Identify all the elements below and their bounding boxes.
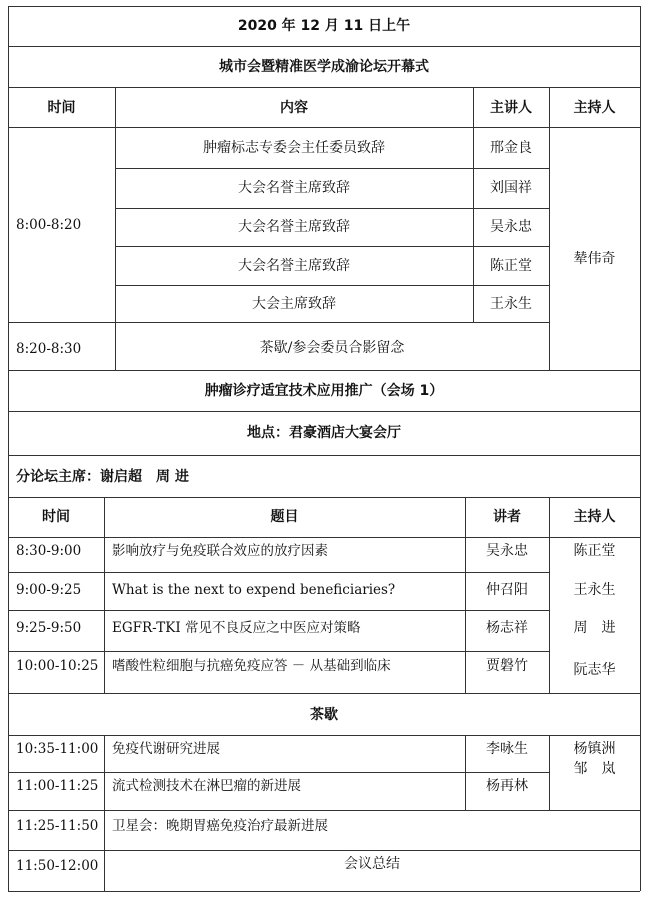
opening-row-speaker: 吴永忠 — [490, 219, 532, 235]
session-title: 肿瘤诊疗适宜技术应用推广（会场 1） — [204, 383, 444, 399]
talk-topic: 影响放疗与免疫联合效应的放疗因素 — [112, 543, 328, 559]
closing-time: 11:50-12:00 — [16, 858, 99, 874]
rule — [104, 497, 105, 693]
talk-host: 陈正堂 — [573, 543, 616, 559]
tea-content: 茶歇/参会委员合影留念 — [259, 340, 405, 356]
rule — [8, 497, 640, 498]
rule — [8, 651, 549, 652]
rule — [8, 370, 640, 371]
talk-speaker: 李咏生 — [486, 741, 528, 757]
opening-header-speaker: 主讲人 — [490, 100, 532, 116]
opening-row-content: 大会名誉主席致辞 — [238, 219, 350, 235]
talk-header-host: 主持人 — [573, 509, 616, 525]
rule — [8, 87, 640, 88]
rule — [8, 537, 640, 538]
rule-left — [8, 6, 9, 891]
talk-speaker: 贾磐竹 — [486, 658, 528, 674]
talk-time: 8:30-9:00 — [16, 543, 82, 559]
talk-header-time: 时间 — [42, 509, 70, 525]
talk-header-topic: 题目 — [270, 509, 299, 525]
opening-title: 城市会暨精准医学成渝论坛开幕式 — [219, 59, 429, 75]
rule — [8, 810, 640, 811]
talk-speaker: 仲召阳 — [486, 582, 528, 598]
rule-bottom — [8, 891, 640, 892]
rule-right — [640, 6, 641, 891]
opening-row-content: 大会主席致辞 — [252, 296, 336, 312]
rule — [8, 735, 640, 736]
talk-time: 10:00-10:25 — [16, 658, 99, 674]
rule — [8, 127, 640, 128]
rule — [115, 246, 549, 247]
opening-row-content: 大会名誉主席致辞 — [238, 180, 350, 196]
talk-time: 10:35-11:00 — [16, 741, 99, 757]
talk-host: 阮志华 — [573, 662, 616, 678]
talk-speaker: 吴永忠 — [486, 543, 528, 559]
talk-host: 王永生 — [573, 582, 616, 598]
rule — [115, 168, 549, 169]
closing-label: 会议总结 — [344, 856, 400, 872]
rule — [115, 285, 549, 286]
rule-top — [8, 6, 640, 7]
date-heading: 2020 年 12 月 11 日上午 — [237, 18, 411, 34]
tea-time: 8:20-8:30 — [16, 341, 82, 357]
rule — [115, 208, 549, 209]
rule — [8, 693, 640, 694]
opening-row-content: 大会名誉主席致辞 — [238, 258, 350, 274]
talk-host-line1: 杨镇洲 — [573, 741, 616, 757]
rule — [549, 87, 550, 370]
opening-header-content: 内容 — [280, 100, 308, 116]
talk-header-speaker: 讲者 — [493, 509, 521, 525]
session-chairs: 分论坛主席：谢启超 周 进 — [16, 469, 189, 485]
talk-topic: What is the next to expend beneficiaries? — [112, 582, 396, 598]
rule — [8, 411, 640, 412]
break-label: 茶歇 — [310, 707, 338, 723]
opening-header-time: 时间 — [47, 100, 76, 116]
opening-row-content: 肿瘤标志专委会主任委员致辞 — [203, 140, 385, 156]
rule — [8, 850, 640, 851]
opening-row-speaker: 刘国祥 — [490, 180, 532, 196]
talk-topic: EGFR-TKI 常见不良反应之中医应对策略 — [112, 620, 361, 636]
rule — [8, 572, 549, 573]
talk-time: 9:25-9:50 — [16, 620, 82, 636]
talk-topic: 嗜酸性粒细胞与抗癌免疫应答 － 从基础到临床 — [112, 658, 391, 674]
rule — [8, 610, 549, 611]
rule — [8, 46, 640, 47]
opening-row-speaker: 邢金良 — [490, 140, 532, 156]
satellite-topic: 卫星会：晚期胃癌免疫治疗最新进展 — [112, 818, 328, 834]
rule — [473, 87, 474, 322]
opening-row-speaker: 陈正堂 — [490, 258, 532, 274]
talk-host-line2: 邹 岚 — [573, 761, 616, 777]
opening-row-speaker: 王永生 — [490, 296, 532, 312]
session-location: 地点：君豪酒店大宴会厅 — [247, 425, 401, 441]
opening-header-host: 主持人 — [573, 100, 616, 116]
rule — [8, 322, 549, 323]
talk-host: 周 进 — [573, 620, 616, 636]
opening-time: 8:00-8:20 — [16, 217, 82, 233]
talk-topic: 免疫代谢研究进展 — [112, 741, 220, 757]
talk-time: 9:00-9:25 — [16, 582, 82, 598]
talk-topic: 流式检测技术在淋巴瘤的新进展 — [112, 778, 301, 794]
talk-time: 11:00-11:25 — [16, 778, 99, 794]
opening-host: 辇伟奇 — [573, 251, 616, 267]
satellite-time: 11:25-11:50 — [16, 818, 99, 834]
rule — [8, 772, 549, 773]
rule — [8, 455, 640, 456]
talk-speaker: 杨再林 — [486, 778, 528, 794]
talk-speaker: 杨志祥 — [486, 620, 528, 636]
